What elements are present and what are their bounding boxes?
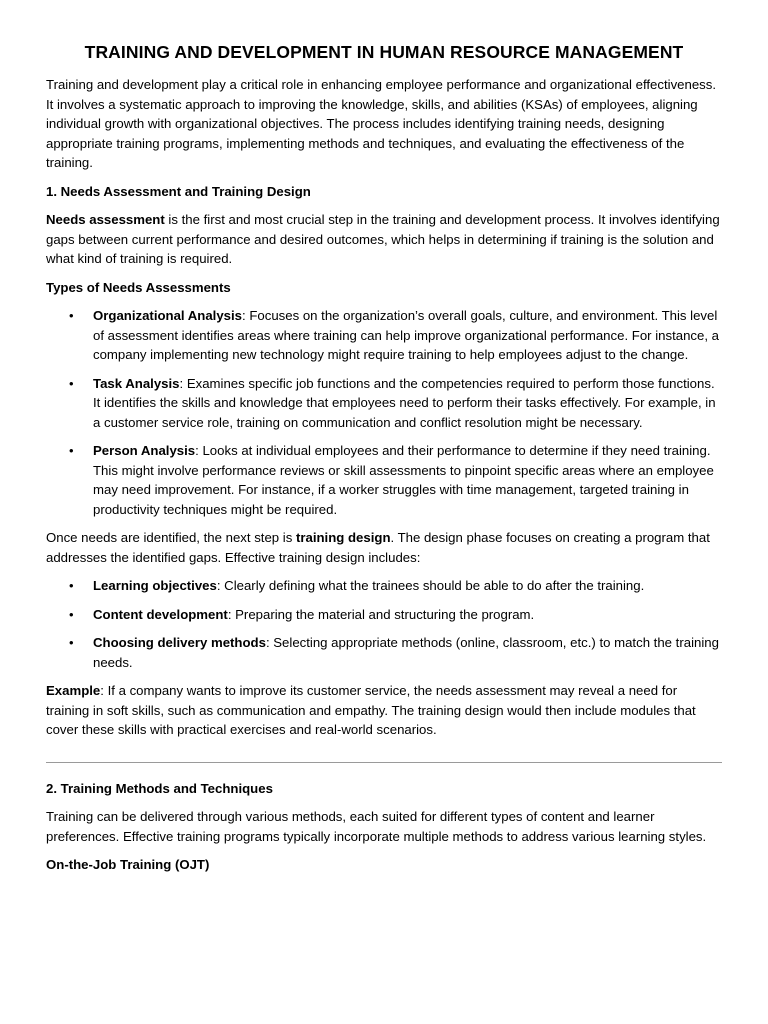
bullet-icon: • [69, 375, 74, 391]
bullet-icon: • [69, 635, 74, 650]
section-2-heading: 2. Training Methods and Techniques [46, 780, 273, 796]
list-item [69, 605, 722, 625]
intro-paragraph: Training and development play a critical role in enhancing employee performance and organizational effectiveness. It involves a systematic approach to improving the knowledge, skills, and abilities (KSAs) of employees, aligning individual growth with organizational objectives. The process includes identifying training needs, designing appropriate training programs, implementing methods and techniques, and evaluating the effectiveness of the training. [46, 77, 717, 170]
ojt-subheading: On-the-Job Training (OJT) [46, 857, 210, 872]
example-text: : If a company wants to improve its customer service, the needs assessment may reveal a need for training in soft skills, such as communication and empathy. The training design would then include modules that cover these skills with practical exercises and real-world scenarios. [46, 683, 696, 737]
types-list [46, 306, 722, 519]
list-item-text: : Examines specific job functions and the competencies required to perform those functions. It identifies the skills and knowledge that employees need to perform their tasks effectively. For example, in a customer service role, training on communication and conflict resolution might be necessary. [93, 375, 716, 430]
list-item-term: Person Analysis [93, 443, 196, 458]
needs-assessment-term: Needs assessment [46, 212, 165, 227]
types-heading: Types of Needs Assessments [46, 279, 231, 295]
training-design-text-before: Once needs are identified, the next step is [46, 530, 296, 545]
document-title: TRAINING AND DEVELOPMENT IN HUMAN RESOURCE MANAGEMENT [84, 42, 684, 62]
list-item-term: Choosing delivery methods [93, 635, 266, 650]
list-item-text: : Looks at individual employees and their performance to determine if they need training. This might involve performance reviews or skill assessments to pinpoint specific areas where an employee may need improvement. For instance, if a worker struggles with time management, targeted training in productivity techniques might be required. [93, 443, 714, 517]
training-methods-paragraph: Training can be delivered through various methods, each suited for different types of content and learner preferences. Effective training programs typically incorporate multiple methods to address various learning styles. [46, 809, 707, 844]
bullet-icon: • [69, 443, 74, 458]
list-item-term: Content development [93, 606, 228, 622]
needs-assessment-text: is the first and most crucial step in the training and development process. It involves identifying gaps between current performance and desired outcomes, which helps in determining if training is the solution and what kind of training is required. [46, 212, 720, 266]
list-item [69, 374, 722, 433]
training-design-paragraph [46, 528, 722, 567]
bullet-icon: • [69, 308, 74, 323]
list-item-text: : Selecting appropriate methods (online, classroom, etc.) to match the training needs. [93, 635, 719, 670]
list-item-term: Organizational Analysis [93, 308, 243, 323]
list-item [69, 576, 722, 596]
list-item-text: : Focuses on the organization’s overall goals, culture, and environment. This level of assessment identifies areas where training can help improve organizational performance. For instance, a company implementing new technology might require training to help employees adjust to the change. [93, 308, 720, 362]
example-paragraph [46, 681, 722, 740]
training-design-term: training design [295, 530, 391, 545]
section-1-heading: 1. Needs Assessment and Training Design [46, 183, 311, 199]
bullet-icon: • [69, 578, 74, 593]
design-list [46, 576, 722, 672]
example-term: Example [46, 683, 101, 698]
list-item [69, 441, 722, 519]
list-item-term: Learning objectives [93, 578, 217, 593]
list-item-text: : Clearly defining what the trainees should be able to do after the training. [216, 578, 645, 593]
list-item-text: : Preparing the material and structuring the program. [227, 606, 535, 622]
training-design-text-after: . The design phase focuses on creating a program that addresses the identified gaps. Effective training design includes: [46, 530, 710, 565]
list-item-term: Task Analysis [93, 375, 180, 391]
list-item [69, 306, 722, 365]
list-item [69, 633, 722, 672]
section-divider [46, 762, 722, 763]
bullet-icon: • [69, 606, 74, 622]
needs-assessment-paragraph [46, 210, 722, 269]
